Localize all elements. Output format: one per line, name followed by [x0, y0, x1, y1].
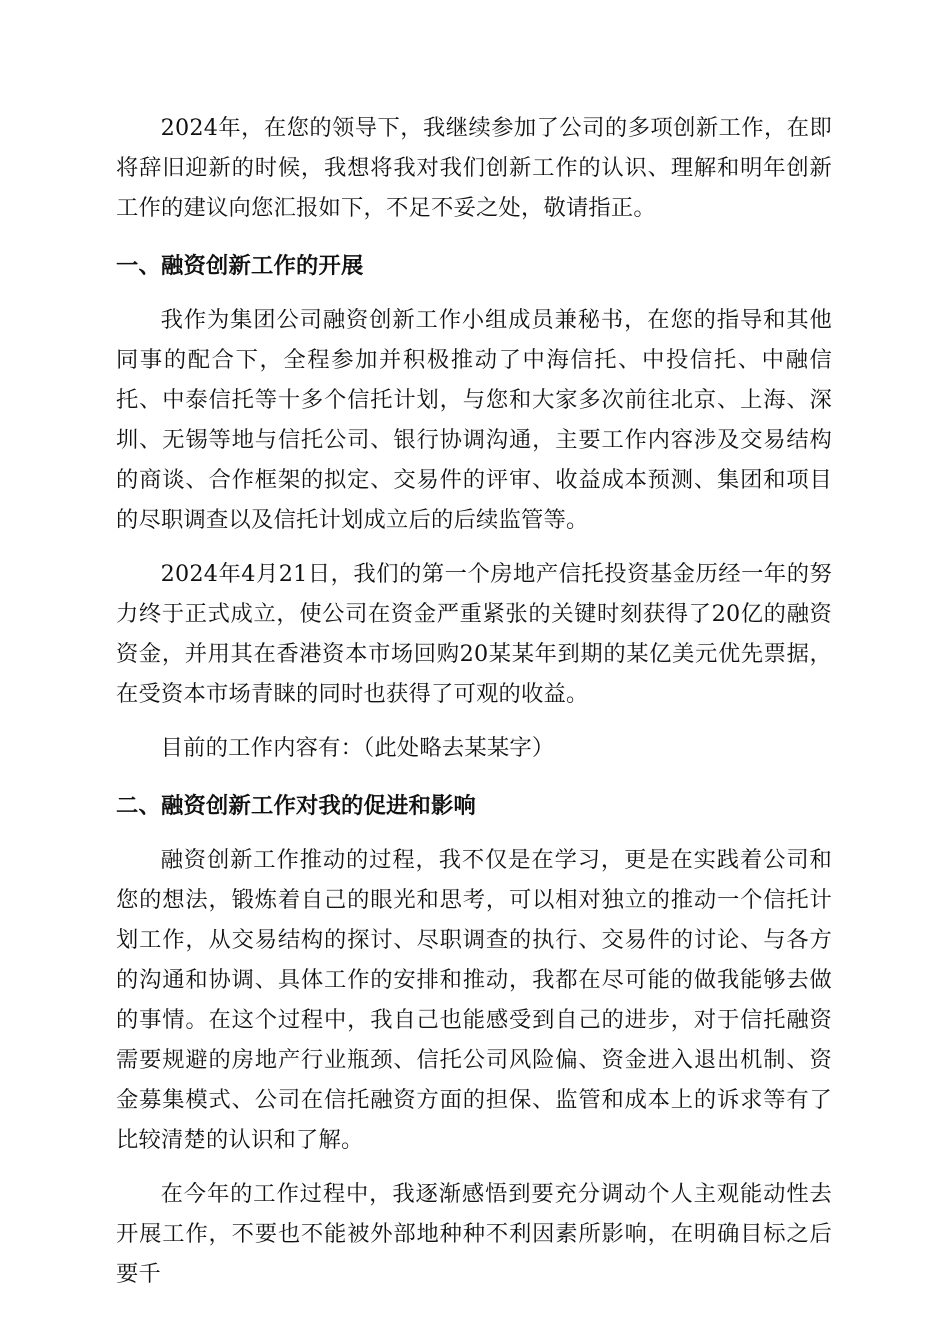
section-1-heading: 一、融资创新工作的开展	[116, 253, 364, 279]
intro-paragraph: 2024年，在您的领导下，我继续参加了公司的多项创新工作，在即将辞旧迎新的时候，我想将我对我们创新工作的认识、理解和明年创新工作的建议向您汇报如下，不足不妥之处，敬请指正。	[116, 115, 832, 221]
section-1-paragraph-1: 我作为集团公司融资创新工作小组成员兼秘书，在您的指导和其他同事的配合下，全程参加并积极推动了中海信托、中投信托、中融信托、中泰信托等十多个信托计划，与您和大家多次前往北京、上海、深圳、无锡等地与信托公司、银行协调沟通，主要工作内容涉及交易结构的商谈、合作框架的拟定、交易件的评审、收益成本预测、集团和项目的尽职调查以及信托计划成立后的后续监管等。	[116, 307, 832, 533]
section-2-paragraph-2: 在今年的工作过程中，我逐渐感悟到要充分调动个人主观能动性去开展工作，不要也不能被外部地种种不利因素所影响，在明确目标之后要千	[116, 1181, 832, 1287]
section-1-paragraph-2: 2024年4月21日，我们的第一个房地产信托投资基金历经一年的努力终于正式成立，使公司在资金严重紧张的关键时刻获得了20亿的融资资金，并用其在香港资本市场回购20某某年到期的某亿美元优先票据，在受资本市场青睐的同时也获得了可观的收益。	[116, 561, 832, 707]
section-2-paragraph-1: 融资创新工作推动的过程，我不仅是在学习，更是在实践着公司和您的想法，锻炼着自己的眼光和思考，可以相对独立的推动一个信托计划工作，从交易结构的探讨、尽职调查的执行、交易件的讨论、与各方的沟通和协调、具体工作的安排和推动，我都在尽可能的做我能够去做的事情。在这个过程中，我自己也能感受到自己的进步，对于信托融资需要规避的房地产行业瓶颈、信托公司风险偏、资金进入退出机制、资金募集模式、公司在信托融资方面的担保、监管和成本上的诉求等有了比较清楚的认识和了解。	[116, 847, 832, 1153]
document-page	[116, 108, 832, 1294]
section-1-paragraph-3: 目前的工作内容有：（此处略去某某字）	[160, 735, 555, 761]
section-2-heading: 二、融资创新工作对我的促进和影响	[116, 793, 476, 819]
